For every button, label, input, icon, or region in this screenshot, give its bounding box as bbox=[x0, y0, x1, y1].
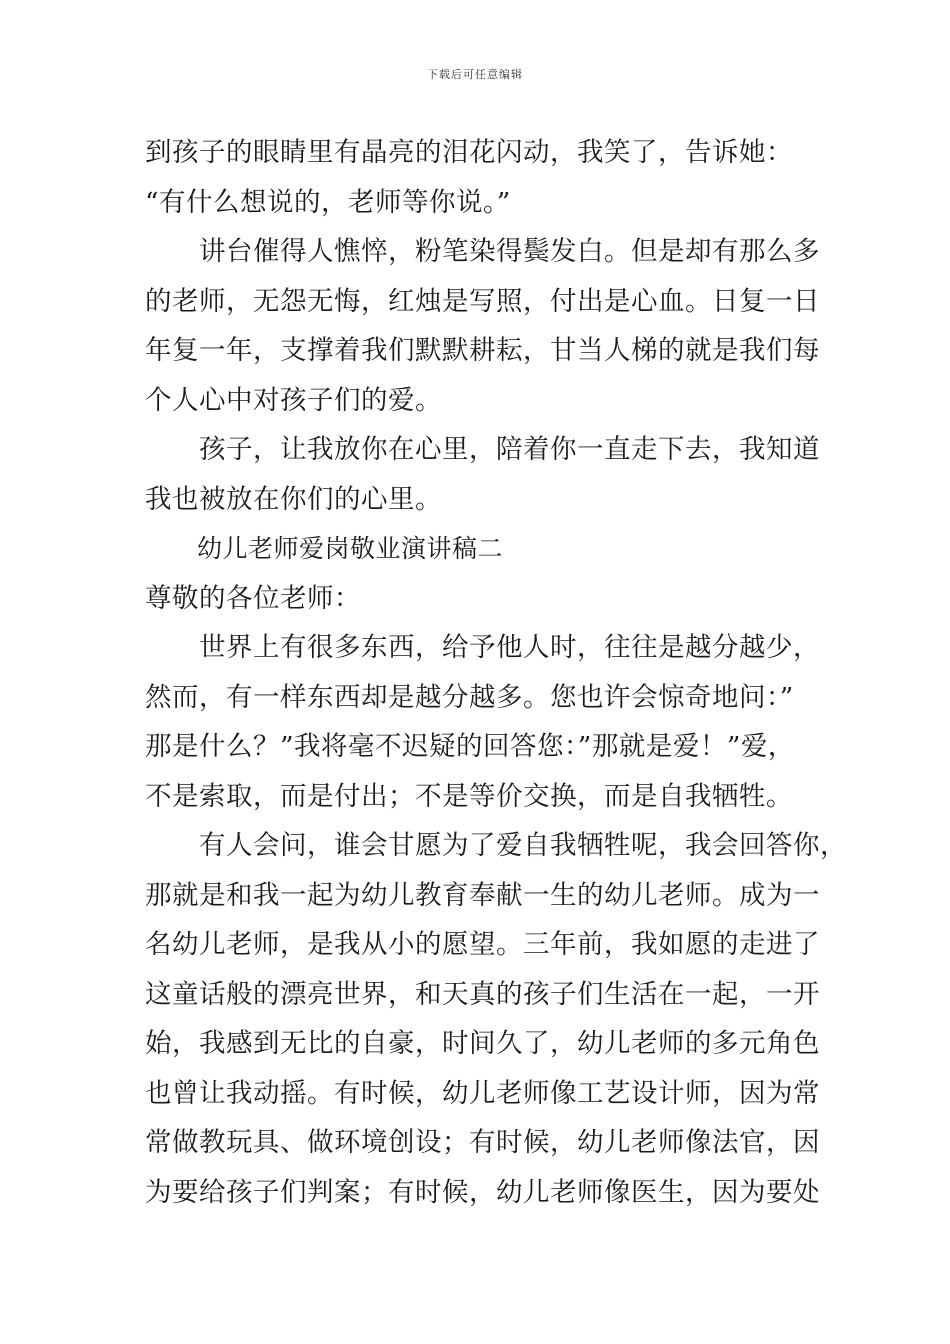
text-line: 也曾让我动摇。有时候，幼儿老师像工艺设计师，因为常 bbox=[145, 1077, 820, 1109]
text-line: “有什么想说的，老师等你说。” bbox=[145, 186, 511, 218]
text-line: 然而，有一样东西却是越分越多。您也许会惊奇地问：” bbox=[145, 681, 794, 713]
text-line: 那就是和我一起为幼儿教育奉献一生的幼儿老师。成为一 bbox=[145, 879, 820, 911]
paragraph-start-line: 孩子，让我放你在心里，陪着你一直走下去，我知道 bbox=[199, 434, 820, 465]
text-line: 那是什么？”我将毫不迟疑的回答您：”那就是爱！”爱， bbox=[145, 731, 795, 762]
page-header-note: 下载后可任意编辑 bbox=[427, 68, 523, 81]
text-line: 始，我感到无比的自豪，时间久了，幼儿老师的多元角色 bbox=[145, 1028, 820, 1059]
text-line: 名幼儿老师，是我从小的愿望。三年前，我如愿的走进了 bbox=[145, 929, 820, 960]
text-line: 的老师，无怨无悔，红烛是写照，付出是心血。日复一日 bbox=[145, 285, 820, 317]
salutation: 尊敬的各位老师： bbox=[145, 582, 361, 614]
document-body bbox=[145, 128, 847, 1217]
speech-title: 幼儿老师爱岗敬业演讲稿二 bbox=[197, 534, 504, 563]
text-line: 年复一年，支撑着我们默默耕耘，甘当人梯的就是我们每 bbox=[145, 335, 820, 366]
text-line: 我也被放在你们的心里。 bbox=[145, 483, 442, 515]
text-line: 不是索取，而是付出；不是等价交换，而是自我牺牲。 bbox=[145, 780, 793, 812]
text-line: 到孩子的眼睛里有晶亮的泪花闪动，我笑了，告诉她： bbox=[145, 137, 793, 168]
paragraph-start-line: 有人会问，谁会甘愿为了爱自我牺牲呢，我会回答你， bbox=[199, 830, 847, 861]
paragraph-start-line: 世界上有很多东西，给予他人时，往往是越分越少， bbox=[199, 632, 820, 663]
text-line: 常做教玩具、做环境创设；有时候，幼儿老师像法官，因 bbox=[145, 1127, 820, 1158]
text-line: 个人心中对孩子们的爱。 bbox=[145, 384, 442, 416]
text-line: 为要给孩子们判案；有时候，幼儿老师像医生，因为要处 bbox=[145, 1176, 820, 1208]
paragraph-start-line: 讲台催得人憔悴，粉笔染得鬓发白。但是却有那么多 bbox=[199, 236, 820, 267]
text-line: 这童话般的漂亮世界，和天真的孩子们生活在一起，一开 bbox=[145, 978, 820, 1010]
